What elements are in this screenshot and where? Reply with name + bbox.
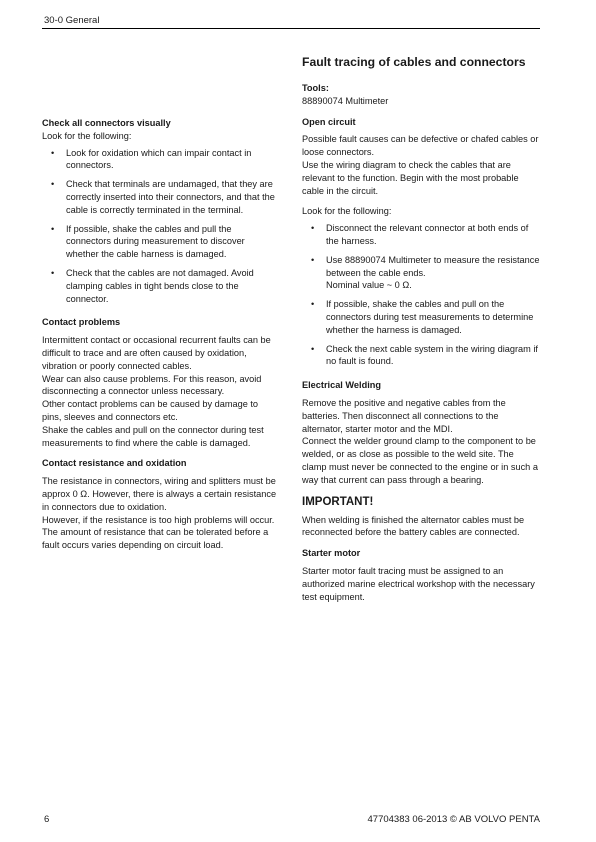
footer-doc-info: 47704383 06-2013 © AB VOLVO PENTA [367, 814, 540, 825]
list-item: • Use 88890074 Multimeter to measure the resistance between the cable ends. Nominal value ~ 0 Ω. [311, 254, 540, 291]
open-circuit-list [302, 222, 540, 368]
important-text: When welding is finished the alternator cables must be reconnected before the battery cables are connected. [302, 514, 525, 538]
list-item: • Disconnect the relevant connector at both ends of the harness. [311, 223, 529, 246]
header-section-title: 30-0 General [44, 15, 100, 26]
paragraph: Shake the cables and pull on the connector during test measurements to find where the cable is damaged. [42, 424, 264, 448]
open-circuit-heading: Open circuit [302, 116, 356, 127]
important-heading: IMPORTANT! [302, 495, 374, 508]
list-item: • If possible, shake the cables and pull on the connectors during test measurements to determine whether the harness is damaged. [311, 299, 534, 335]
list-item: • Look for oxidation which can impair contact in connectors. [51, 147, 252, 171]
paragraph: Wear can also cause problems. For this reason, avoid disconnecting a connector unless necessary. [42, 373, 262, 397]
paragraph: Remove the positive and negative cables from the batteries. Then disconnect all connections to the alternator, starter motor and the MDI. [302, 397, 506, 434]
list-item: • Check the next cable system in the wiring diagram if no fault is found. [311, 343, 538, 367]
left-column [42, 117, 277, 552]
paragraph: However, if the resistance is too high problems will occur. The amount of resistance that can be tolerated before a fault occurs varies depending on circuit load. [42, 514, 275, 551]
right-column [302, 55, 540, 603]
list-item: • Check that the cables are not damaged. Avoid clamping cables in tight bends close to the connector. [51, 267, 254, 304]
page-number: 6 [44, 814, 50, 825]
open-circuit-intro: Look for the following: [302, 206, 392, 217]
check-connectors-list [42, 147, 277, 306]
check-connectors-heading: Check all connectors visually [42, 118, 171, 128]
paragraph: Possible fault causes can be defective or chafed cables or loose connectors. [302, 134, 539, 158]
starter-heading: Starter motor [302, 548, 361, 559]
tools-item: 88890074 Multimeter [302, 95, 389, 106]
paragraph: Intermittent contact or occasional recurrent faults can be difficult to trace and are often caused by oxidation, vibration or poorly connected cables. [42, 335, 271, 371]
starter-text: Starter motor fault tracing must be assigned to an authorized marine electrical workshop with the necessary test equipment. [302, 565, 535, 602]
nominal-value: Nominal value ~ 0 Ω. [326, 280, 412, 291]
contact-problems-heading: Contact problems [42, 317, 121, 328]
welding-heading: Electrical Welding [302, 380, 381, 391]
list-item: • If possible, shake the cables and pull the connectors during measurement to discover whether the cable harness is damaged. [51, 223, 245, 260]
paragraph: Other contact problems can be caused by damage to pins, sleeves and connectors etc. [42, 399, 259, 422]
paragraph: Connect the welder ground clamp to the component to be welded, or as close as possible to the weld site. The clamp must never be connected to the engine or in such a way that current can pass through a bearing. [302, 436, 538, 485]
tools-heading: Tools: [302, 83, 329, 93]
check-connectors-intro: Look for the following: [42, 130, 132, 141]
paragraph: The resistance in connectors, wiring and splitters must be approx 0 Ω. However, there is always a certain resistance in connectors due to oxidation. [42, 476, 277, 512]
page-title: Fault tracing of cables and connectors [302, 55, 526, 69]
contact-resistance-heading: Contact resistance and oxidation [42, 458, 187, 469]
paragraph: Use the wiring diagram to check the cables that are relevant to the function. Begin with the most probable cable in the circuit. [302, 159, 519, 196]
header-rule [42, 28, 540, 29]
list-item: • Check that terminals are undamaged, that they are correctly inserted into their connectors, and that the cable is correctly terminated in the terminal. [51, 179, 275, 215]
